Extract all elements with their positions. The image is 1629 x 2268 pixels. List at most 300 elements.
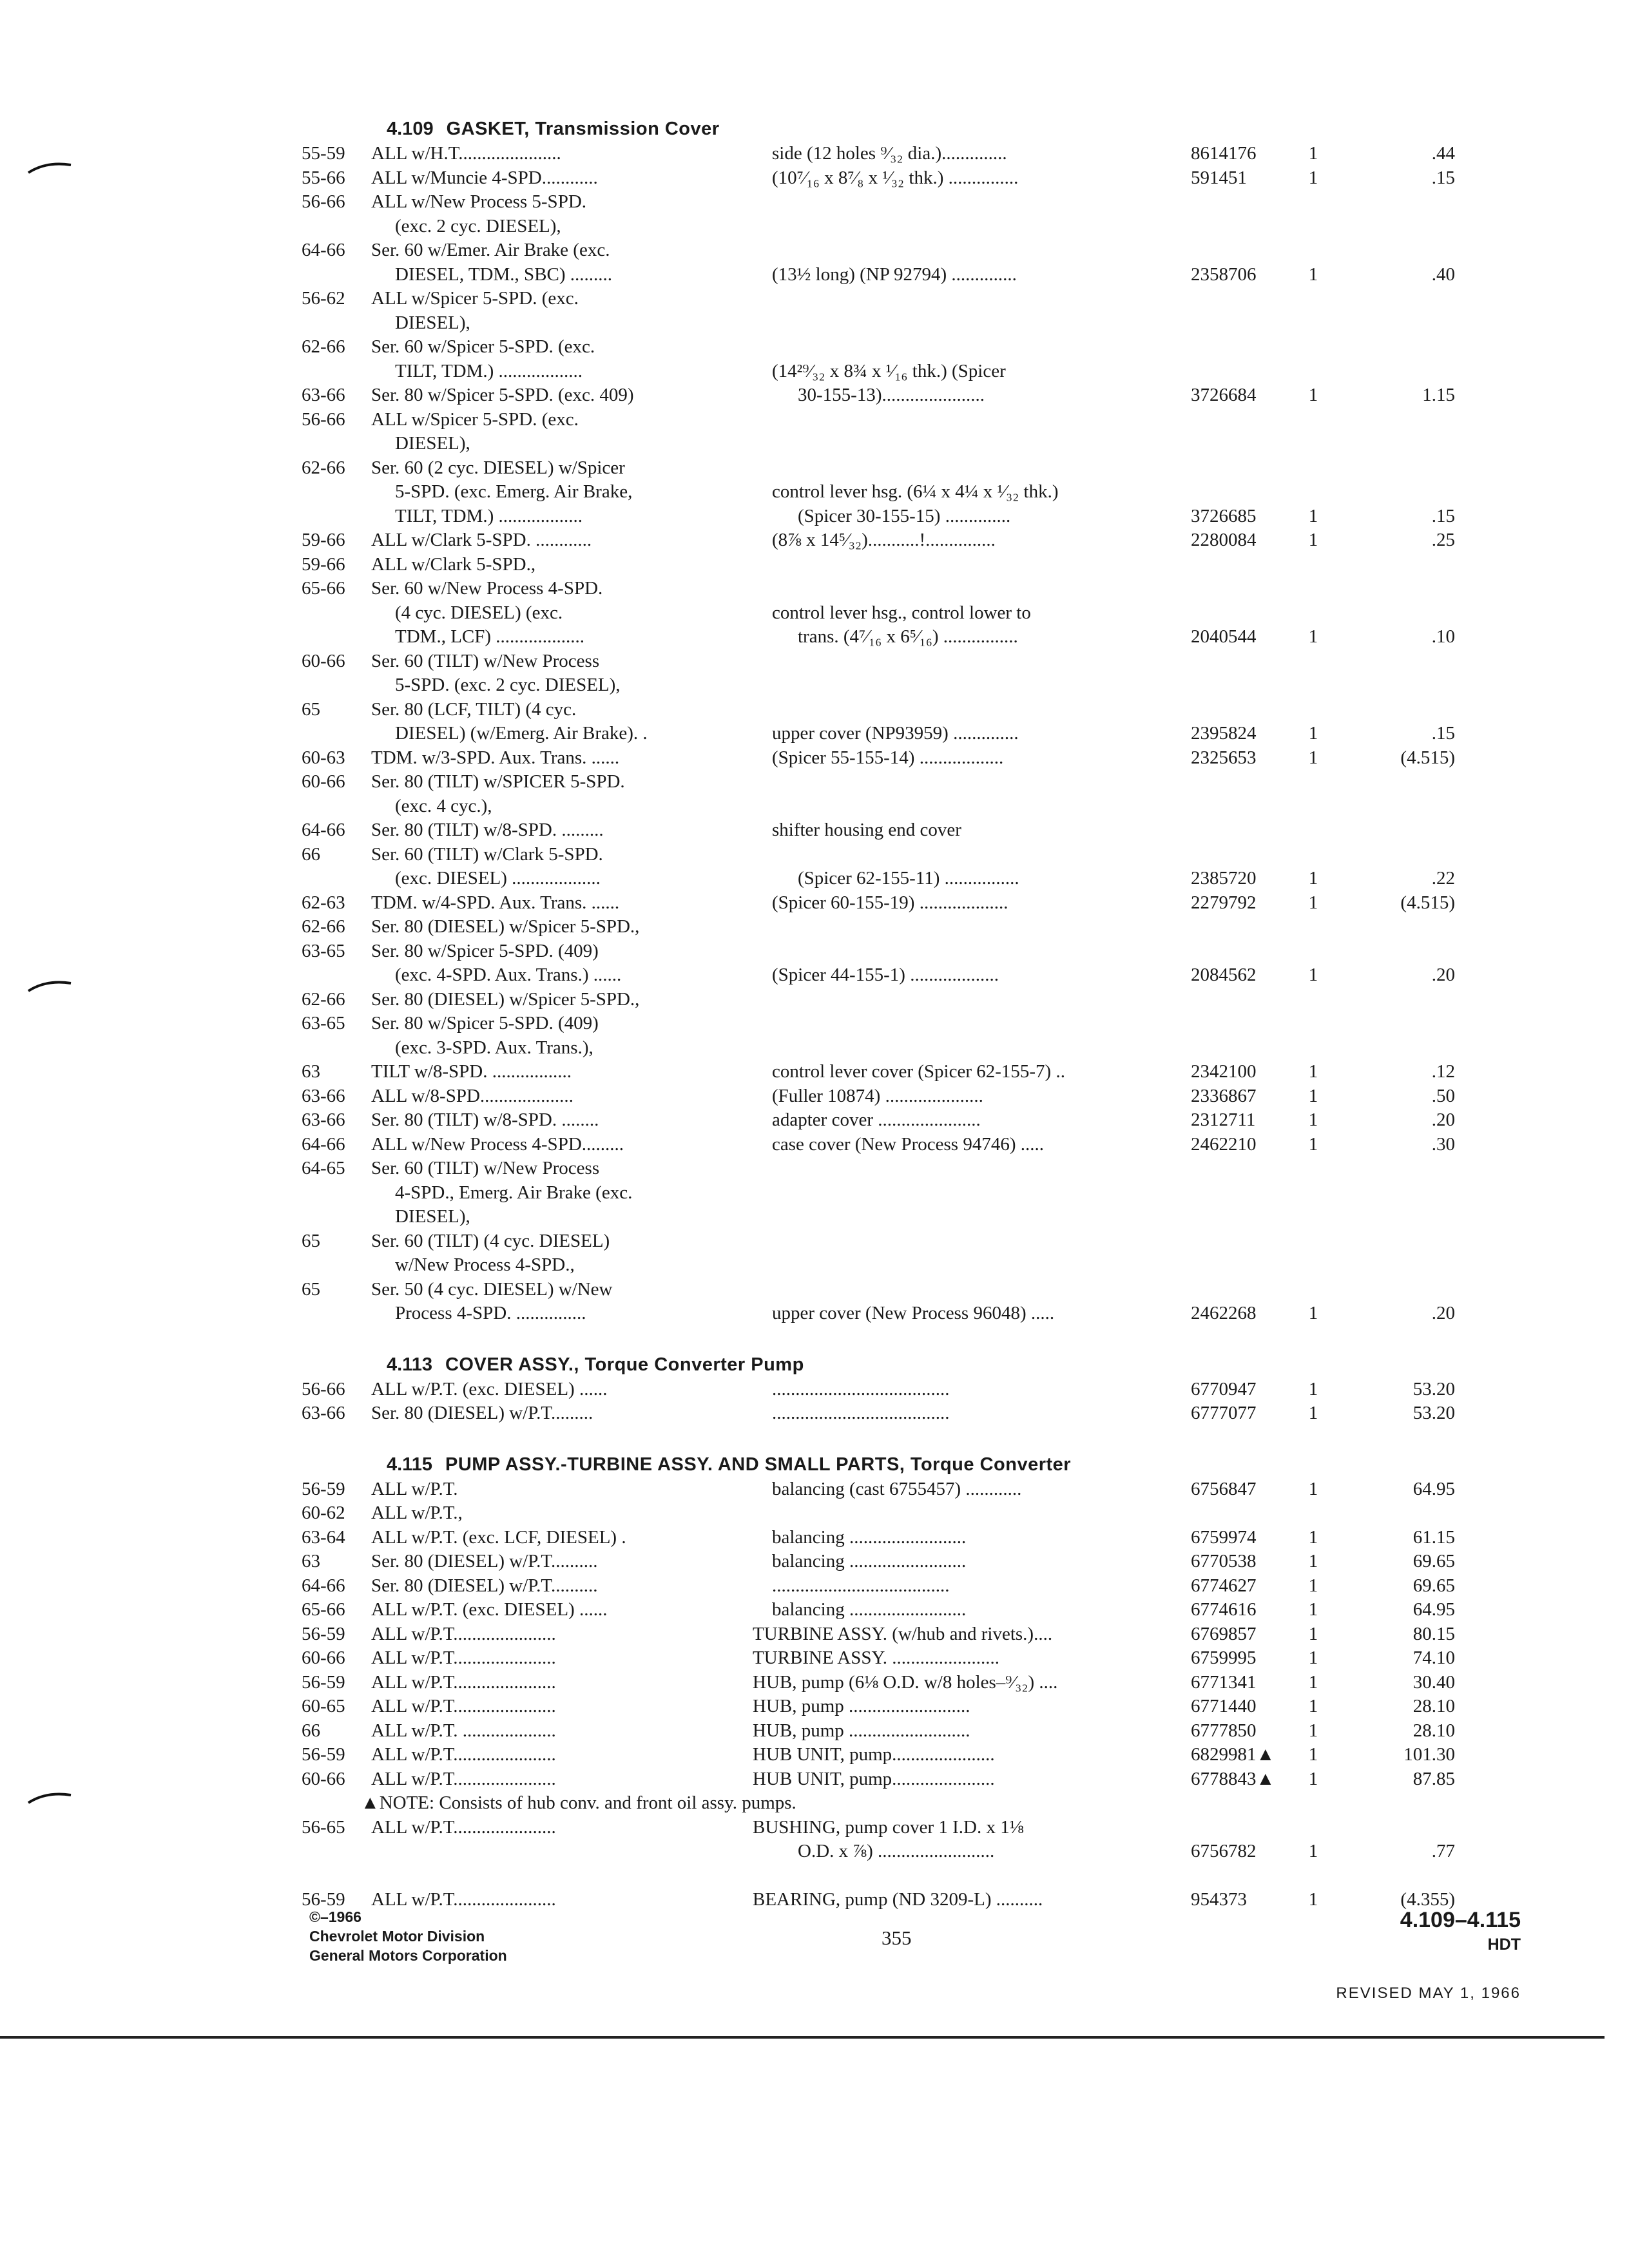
application: 5-SPD. (exc. Emerg. Air Brake,	[395, 481, 633, 502]
quantity: 1	[1308, 505, 1318, 526]
model-years: 63-65	[302, 1013, 345, 1033]
description: (14²⁹⁄₃₂ x 8¾ x ¹⁄₁₆ thk.) (Spicer	[772, 360, 1006, 381]
description: shifter housing end cover	[772, 820, 961, 840]
application: TILT w/8-SPD. .................	[371, 1061, 572, 1082]
section-heading	[302, 1352, 1526, 1378]
model-years: 64-66	[302, 240, 345, 260]
application: ALL w/New Process 5-SPD.	[371, 191, 587, 212]
section-number: 4.115	[387, 1454, 432, 1475]
model-years: 63	[302, 1551, 320, 1571]
price: (4.355)	[1400, 1889, 1455, 1910]
application: (4 cyc. DIESEL) (exc.	[395, 602, 563, 623]
price: 1.15	[1422, 385, 1455, 405]
part-number: 2336867	[1191, 1085, 1257, 1106]
part-number: 6777850	[1191, 1720, 1257, 1741]
application: Ser. 80 w/Spicer 5-SPD. (409)	[371, 1013, 599, 1033]
model-years: 64-65	[302, 1158, 345, 1178]
description: HUB, pump (6⅛ O.D. w/8 holes–⁹⁄₃₂) ....	[753, 1671, 1058, 1693]
model-years: 65	[302, 1230, 320, 1251]
parts-row	[302, 1157, 1526, 1181]
description: side (12 holes ⁹⁄₃₂ dia.)..............	[772, 143, 1007, 164]
application: Ser. 60 w/Emer. Air Brake (exc.	[371, 240, 610, 260]
part-number: 6771341	[1191, 1671, 1257, 1693]
application: Ser. 80 (DIESEL) w/P.T.........	[371, 1403, 593, 1423]
application: (exc. 2 cyc. DIESEL),	[395, 215, 561, 236]
price: 64.95	[1412, 1478, 1455, 1499]
quantity: 1	[1308, 167, 1318, 188]
parts-row	[302, 1598, 1526, 1622]
part-number: 6759974	[1191, 1526, 1257, 1548]
parts-row	[302, 939, 1526, 964]
model-years: 64-66	[302, 820, 345, 840]
model-years: 66	[302, 843, 320, 865]
description: (Spicer 30-155-15) ..............	[798, 505, 1011, 526]
parts-row	[302, 1864, 1526, 1888]
part-number: 2279792	[1191, 892, 1257, 913]
punch-mark	[27, 979, 72, 994]
quantity: 1	[1308, 385, 1318, 405]
application: ALL w/P.T......................	[371, 1623, 556, 1644]
application: TDM., LCF) ...................	[395, 626, 585, 647]
parts-row	[302, 1816, 1526, 1840]
description: upper cover (NP93959) ..............	[772, 723, 1019, 744]
model-years: 63-66	[302, 385, 345, 405]
quantity: 1	[1308, 1599, 1318, 1620]
model-years: 59-66	[302, 530, 345, 550]
application: TDM. w/3-SPD. Aux. Trans. ......	[371, 747, 620, 768]
model-years: 60-66	[302, 771, 345, 792]
part-number: 2312711	[1191, 1110, 1256, 1130]
parts-row	[302, 383, 1526, 408]
model-years: 56-59	[302, 1889, 345, 1910]
part-number: 3726684	[1191, 385, 1257, 405]
application: w/New Process 4-SPD.,	[395, 1254, 575, 1275]
part-number: 8614176	[1191, 143, 1257, 164]
quantity: 1	[1308, 1744, 1318, 1765]
quantity: 1	[1308, 264, 1318, 285]
price: 69.65	[1412, 1551, 1455, 1571]
application: ALL w/P.T. (exc. DIESEL) ......	[371, 1599, 608, 1620]
model-years: 62-66	[302, 916, 345, 937]
parts-row	[302, 1622, 1526, 1647]
quantity: 1	[1308, 1696, 1318, 1716]
model-years: 65	[302, 698, 320, 720]
application: ALL w/P.T......................	[371, 1768, 556, 1789]
quantity: 1	[1308, 626, 1318, 647]
quantity: 1	[1308, 1889, 1318, 1910]
part-number: 6756847	[1191, 1478, 1257, 1499]
application: Ser. 80 (LCF, TILT) (4 cyc.	[371, 698, 577, 720]
application: Ser. 60 w/Spicer 5-SPD. (exc.	[371, 336, 595, 357]
application: ALL w/Spicer 5-SPD. (exc.	[371, 408, 579, 430]
model-years: 63-64	[302, 1526, 345, 1548]
application: Ser. 60 (TILT) w/Clark 5-SPD.	[371, 843, 603, 865]
application: Ser. 80 (TILT) w/8-SPD. .........	[371, 820, 604, 840]
part-number: 2280084	[1191, 530, 1257, 550]
part-number: 2462268	[1191, 1303, 1257, 1323]
application: ALL w/Clark 5-SPD. ............	[371, 530, 592, 550]
model-years: 63-65	[302, 940, 345, 961]
description: balancing .........................	[772, 1599, 967, 1620]
application: Ser. 80 (DIESEL) w/P.T..........	[371, 1551, 598, 1571]
parts-row	[302, 770, 1526, 794]
application: Process 4-SPD. ...............	[395, 1303, 586, 1323]
parts-row	[302, 673, 1526, 698]
model-years: 62-66	[302, 336, 345, 357]
parts-row	[302, 649, 1526, 674]
part-number: 6771440	[1191, 1696, 1257, 1716]
model-years: 56-59	[302, 1744, 345, 1765]
price: 74.10	[1412, 1648, 1455, 1668]
parts-row	[302, 601, 1526, 626]
description: O.D. x ⅞) .........................	[798, 1841, 995, 1861]
price: 53.20	[1412, 1403, 1455, 1423]
model-years: 62-66	[302, 457, 345, 478]
parts-row	[302, 1646, 1526, 1671]
application: (exc. 3-SPD. Aux. Trans.),	[395, 1037, 593, 1058]
description: case cover (New Process 94746) .....	[772, 1133, 1044, 1155]
price: .25	[1431, 530, 1455, 550]
description: upper cover (New Process 96048) .....	[772, 1303, 1055, 1323]
quantity: 1	[1308, 1720, 1318, 1741]
parts-row	[302, 335, 1526, 360]
application: Ser. 60 (TILT) (4 cyc. DIESEL)	[371, 1230, 610, 1251]
application: ALL w/P.T.,	[371, 1503, 463, 1523]
description: BEARING, pump (ND 3209-L) ..........	[753, 1889, 1043, 1910]
parts-row	[302, 1526, 1526, 1550]
application: ALL w/P.T. (exc. DIESEL) ......	[371, 1378, 608, 1399]
application: ALL w/P.T......................	[371, 1816, 556, 1838]
parts-row	[302, 408, 1526, 432]
application: ALL w/P.T......................	[371, 1648, 556, 1668]
description: (10⁷⁄₁₆ x 8⁷⁄₈ x ¹⁄₃₂ thk.) ...............	[772, 167, 1019, 188]
model-years: 60-66	[302, 1768, 345, 1789]
quantity: 1	[1308, 1575, 1318, 1596]
description: TURBINE ASSY. (w/hub and rivets.)....	[753, 1623, 1053, 1644]
section-number: 4.109	[387, 119, 434, 139]
parts-row	[302, 1767, 1526, 1792]
parts-row	[302, 1253, 1526, 1278]
parts-row	[302, 1181, 1526, 1206]
parts-row	[302, 215, 1526, 239]
application: (exc. 4 cyc.),	[395, 795, 492, 816]
quantity: 1	[1308, 1478, 1318, 1499]
part-number: 2395824	[1191, 723, 1257, 744]
application: Ser. 60 (2 cyc. DIESEL) w/Spicer	[371, 457, 625, 478]
price: 87.85	[1412, 1768, 1455, 1789]
division: Chevrolet Motor Division	[309, 1928, 485, 1945]
description: (Fuller 10874) .....................	[772, 1085, 983, 1106]
description: HUB UNIT, pump......................	[753, 1744, 995, 1765]
quantity: 1	[1308, 1403, 1318, 1423]
description: HUB UNIT, pump......................	[753, 1768, 995, 1789]
parts-row	[302, 794, 1526, 819]
application: Ser. 80 (DIESEL) w/Spicer 5-SPD.,	[371, 916, 640, 937]
corporation: General Motors Corporation	[309, 1947, 507, 1964]
section-gap	[302, 1326, 1526, 1352]
price: .20	[1431, 1110, 1455, 1130]
parts-row	[302, 1012, 1526, 1036]
price: (4.515)	[1400, 747, 1455, 768]
parts-row	[302, 1133, 1526, 1157]
model-years: 59-66	[302, 553, 345, 575]
section-range: 4.109–4.115	[1400, 1908, 1521, 1932]
parts-row	[302, 1501, 1526, 1526]
parts-row	[302, 1278, 1526, 1302]
description: 30-155-13)......................	[798, 385, 985, 405]
price: 30.40	[1412, 1671, 1455, 1693]
price: 28.10	[1412, 1720, 1455, 1741]
application: DIESEL) (w/Emerg. Air Brake). .	[395, 723, 648, 744]
punch-mark	[27, 161, 72, 175]
part-number: 2040544	[1191, 626, 1257, 647]
quantity: 1	[1308, 1671, 1318, 1693]
section-title: GASKET, Transmission Cover	[446, 119, 720, 139]
application: DIESEL),	[395, 312, 470, 333]
application: Ser. 80 (TILT) w/8-SPD. ........	[371, 1110, 599, 1130]
application: 4-SPD., Emerg. Air Brake (exc.	[395, 1182, 633, 1203]
section-title: COVER ASSY., Torque Converter Pump	[445, 1354, 804, 1375]
section-title: PUMP ASSY.-TURBINE ASSY. AND SMALL PARTS, Torque Converter	[445, 1454, 1072, 1475]
parts-row	[302, 480, 1526, 505]
parts-row	[302, 1205, 1526, 1229]
parts-row	[302, 625, 1526, 649]
section-number: 4.113	[387, 1354, 432, 1375]
model-years: 60-65	[302, 1696, 345, 1716]
description: (Spicer 60-155-19) ...................	[772, 892, 1008, 913]
punch-mark	[27, 1791, 72, 1805]
parts-row	[302, 1401, 1526, 1426]
description: (Spicer 44-155-1) ...................	[772, 965, 999, 985]
quantity: 1	[1308, 868, 1318, 889]
parts-row	[302, 528, 1526, 553]
part-number: 6770538	[1191, 1551, 1257, 1571]
part-number: 6756782	[1191, 1841, 1257, 1861]
part-number: 6829981▲	[1191, 1744, 1275, 1765]
quantity: 1	[1308, 1110, 1318, 1130]
description: (Spicer 62-155-11) ................	[798, 868, 1019, 889]
application: ALL w/Clark 5-SPD.,	[371, 553, 536, 575]
part-number: 3726685	[1191, 505, 1257, 526]
quantity: 1	[1308, 1551, 1318, 1571]
part-number: 2325653	[1191, 747, 1257, 768]
application: ALL w/H.T......................	[371, 143, 561, 164]
description: control lever hsg. (6¼ x 4¼ x ¹⁄₃₂ thk.)	[772, 481, 1059, 502]
price: .12	[1431, 1061, 1455, 1082]
parts-row	[302, 988, 1526, 1012]
parts-row	[302, 1695, 1526, 1719]
application: Ser. 60 w/New Process 4-SPD.	[371, 578, 603, 599]
model-years: 63	[302, 1061, 320, 1082]
price: .30	[1431, 1133, 1455, 1155]
part-number: 2084562	[1191, 965, 1257, 985]
model-years: 63-66	[302, 1085, 345, 1106]
parts-row	[302, 1743, 1526, 1767]
model-years: 62-66	[302, 988, 345, 1010]
parts-row	[302, 360, 1526, 384]
price: .44	[1431, 143, 1455, 164]
application: DIESEL, TDM., SBC) .........	[395, 264, 613, 285]
parts-row	[302, 456, 1526, 481]
application: 5-SPD. (exc. 2 cyc. DIESEL),	[395, 675, 621, 695]
parts-row	[302, 263, 1526, 287]
model-years: 63-66	[302, 1110, 345, 1130]
description: balancing .........................	[772, 1551, 967, 1571]
section-heading	[302, 1452, 1526, 1477]
part-number: 6769857	[1191, 1623, 1257, 1644]
model-years: 55-59	[302, 143, 345, 164]
parts-row	[302, 1671, 1526, 1695]
copyright: ©–1966	[309, 1908, 361, 1925]
parts-row	[302, 867, 1526, 891]
part-number: 2342100	[1191, 1061, 1257, 1082]
price: .10	[1431, 626, 1455, 647]
model-years: 56-59	[302, 1623, 345, 1644]
price: .15	[1431, 505, 1455, 526]
description: trans. (4⁷⁄₁₆ x 6⁵⁄₁₆) ................	[798, 626, 1018, 647]
parts-row	[302, 432, 1526, 456]
part-number: 6777077	[1191, 1403, 1257, 1423]
application: Ser. 80 (TILT) w/SPICER 5-SPD.	[371, 771, 625, 792]
price: .50	[1431, 1085, 1455, 1106]
price: 80.15	[1412, 1623, 1455, 1644]
parts-row	[302, 142, 1526, 166]
description: ......................................	[772, 1575, 950, 1596]
price: 101.30	[1403, 1744, 1455, 1765]
price: .40	[1431, 264, 1455, 285]
model-years: 60-66	[302, 650, 345, 671]
parts-row	[302, 577, 1526, 601]
application: (exc. DIESEL) ...................	[395, 868, 601, 889]
publisher-block	[309, 1907, 507, 1965]
description: ......................................	[772, 1378, 950, 1399]
application: ALL w/Muncie 4-SPD............	[371, 167, 598, 188]
part-number: 2385720	[1191, 868, 1257, 889]
description: HUB, pump ..........................	[753, 1696, 970, 1716]
quantity: 1	[1308, 892, 1318, 913]
quantity: 1	[1308, 1648, 1318, 1668]
model-years: 62-63	[302, 892, 345, 913]
parts-row	[302, 818, 1526, 843]
quantity: 1	[1308, 530, 1318, 550]
parts-listing	[302, 116, 1526, 1912]
description: (8⅞ x 14⁵⁄₃₂)...........!...............	[772, 530, 996, 550]
model-years: 64-66	[302, 1133, 345, 1155]
model-years: 56-62	[302, 288, 345, 309]
description: adapter cover ......................	[772, 1110, 981, 1130]
parts-row	[302, 1108, 1526, 1133]
parts-row	[302, 963, 1526, 988]
quantity: 1	[1308, 1085, 1318, 1106]
revised-date: REVISED MAY 1, 1966	[1336, 1984, 1521, 2002]
quantity: 1	[1308, 1061, 1318, 1082]
application: Ser. 50 (4 cyc. DIESEL) w/New	[371, 1278, 613, 1300]
parts-row	[302, 1084, 1526, 1109]
parts-row	[302, 891, 1526, 916]
parts-row	[302, 505, 1526, 529]
parts-row	[302, 915, 1526, 939]
section-heading	[302, 116, 1526, 142]
model-years: 65	[302, 1278, 320, 1300]
parts-row	[302, 1574, 1526, 1599]
description: HUB, pump ..........................	[753, 1720, 970, 1741]
price: 69.65	[1412, 1575, 1455, 1596]
parts-row	[302, 1840, 1526, 1864]
price: 64.95	[1412, 1599, 1455, 1620]
quantity: 1	[1308, 1378, 1318, 1399]
model-years: 56-59	[302, 1478, 345, 1499]
model-years: 65-66	[302, 1599, 345, 1620]
description: balancing (cast 6755457) ............	[772, 1478, 1022, 1499]
bottom-rule	[0, 2036, 1605, 2039]
application: TILT, TDM.) ..................	[395, 360, 583, 381]
part-number: 2462210	[1191, 1133, 1257, 1155]
part-number: 6774627	[1191, 1575, 1257, 1596]
application: DIESEL),	[395, 1206, 470, 1227]
parts-row	[302, 311, 1526, 336]
description: control lever cover (Spicer 62-155-7) ..	[772, 1061, 1065, 1082]
quantity: 1	[1308, 143, 1318, 164]
parts-row	[302, 287, 1526, 311]
description: ......................................	[772, 1403, 950, 1423]
section-gap	[302, 1426, 1526, 1452]
quantity: 1	[1308, 1133, 1318, 1155]
application: TILT, TDM.) ..................	[395, 505, 583, 526]
part-number: 591451	[1191, 167, 1247, 188]
parts-row	[302, 698, 1526, 722]
model-years: 56-66	[302, 1378, 345, 1399]
application: ALL w/New Process 4-SPD.........	[371, 1133, 624, 1155]
price: 61.15	[1412, 1526, 1455, 1548]
model-years: 56-66	[302, 408, 345, 430]
parts-row	[302, 1229, 1526, 1254]
price: (4.515)	[1400, 892, 1455, 913]
part-number: 6778843▲	[1191, 1768, 1275, 1789]
price: .20	[1431, 965, 1455, 985]
page-number: 355	[882, 1927, 912, 1949]
description: BUSHING, pump cover 1 I.D. x 1⅛	[753, 1816, 1024, 1838]
quantity: 1	[1308, 965, 1318, 985]
quantity: 1	[1308, 723, 1318, 744]
price: .77	[1431, 1841, 1455, 1861]
application: ALL w/P.T. ....................	[371, 1720, 556, 1741]
application: ALL w/8-SPD....................	[371, 1085, 574, 1106]
catalog-code: HDT	[1487, 1936, 1521, 1954]
price: .15	[1431, 723, 1455, 744]
parts-row	[302, 746, 1526, 771]
parts-row	[302, 1378, 1526, 1402]
application: Ser. 80 (DIESEL) w/P.T..........	[371, 1575, 598, 1596]
model-years: 63-66	[302, 1403, 345, 1423]
parts-row	[302, 166, 1526, 191]
description: TURBINE ASSY. .......................	[753, 1648, 999, 1668]
quantity: 1	[1308, 1768, 1318, 1789]
description: (Spicer 55-155-14) ..................	[772, 747, 1004, 768]
application: ALL w/P.T......................	[371, 1671, 556, 1693]
price: .15	[1431, 167, 1455, 188]
parts-row	[302, 1302, 1526, 1326]
application: ALL w/P.T......................	[371, 1744, 556, 1765]
model-years: 55-66	[302, 167, 345, 188]
model-years: 56-65	[302, 1816, 345, 1838]
quantity: 1	[1308, 1526, 1318, 1548]
part-number: 954373	[1191, 1889, 1247, 1910]
parts-row	[302, 238, 1526, 263]
parts-row	[302, 1550, 1526, 1574]
description: (13½ long) (NP 92794) ..............	[772, 264, 1017, 285]
application: ALL w/P.T......................	[371, 1696, 556, 1716]
price: 53.20	[1412, 1378, 1455, 1399]
